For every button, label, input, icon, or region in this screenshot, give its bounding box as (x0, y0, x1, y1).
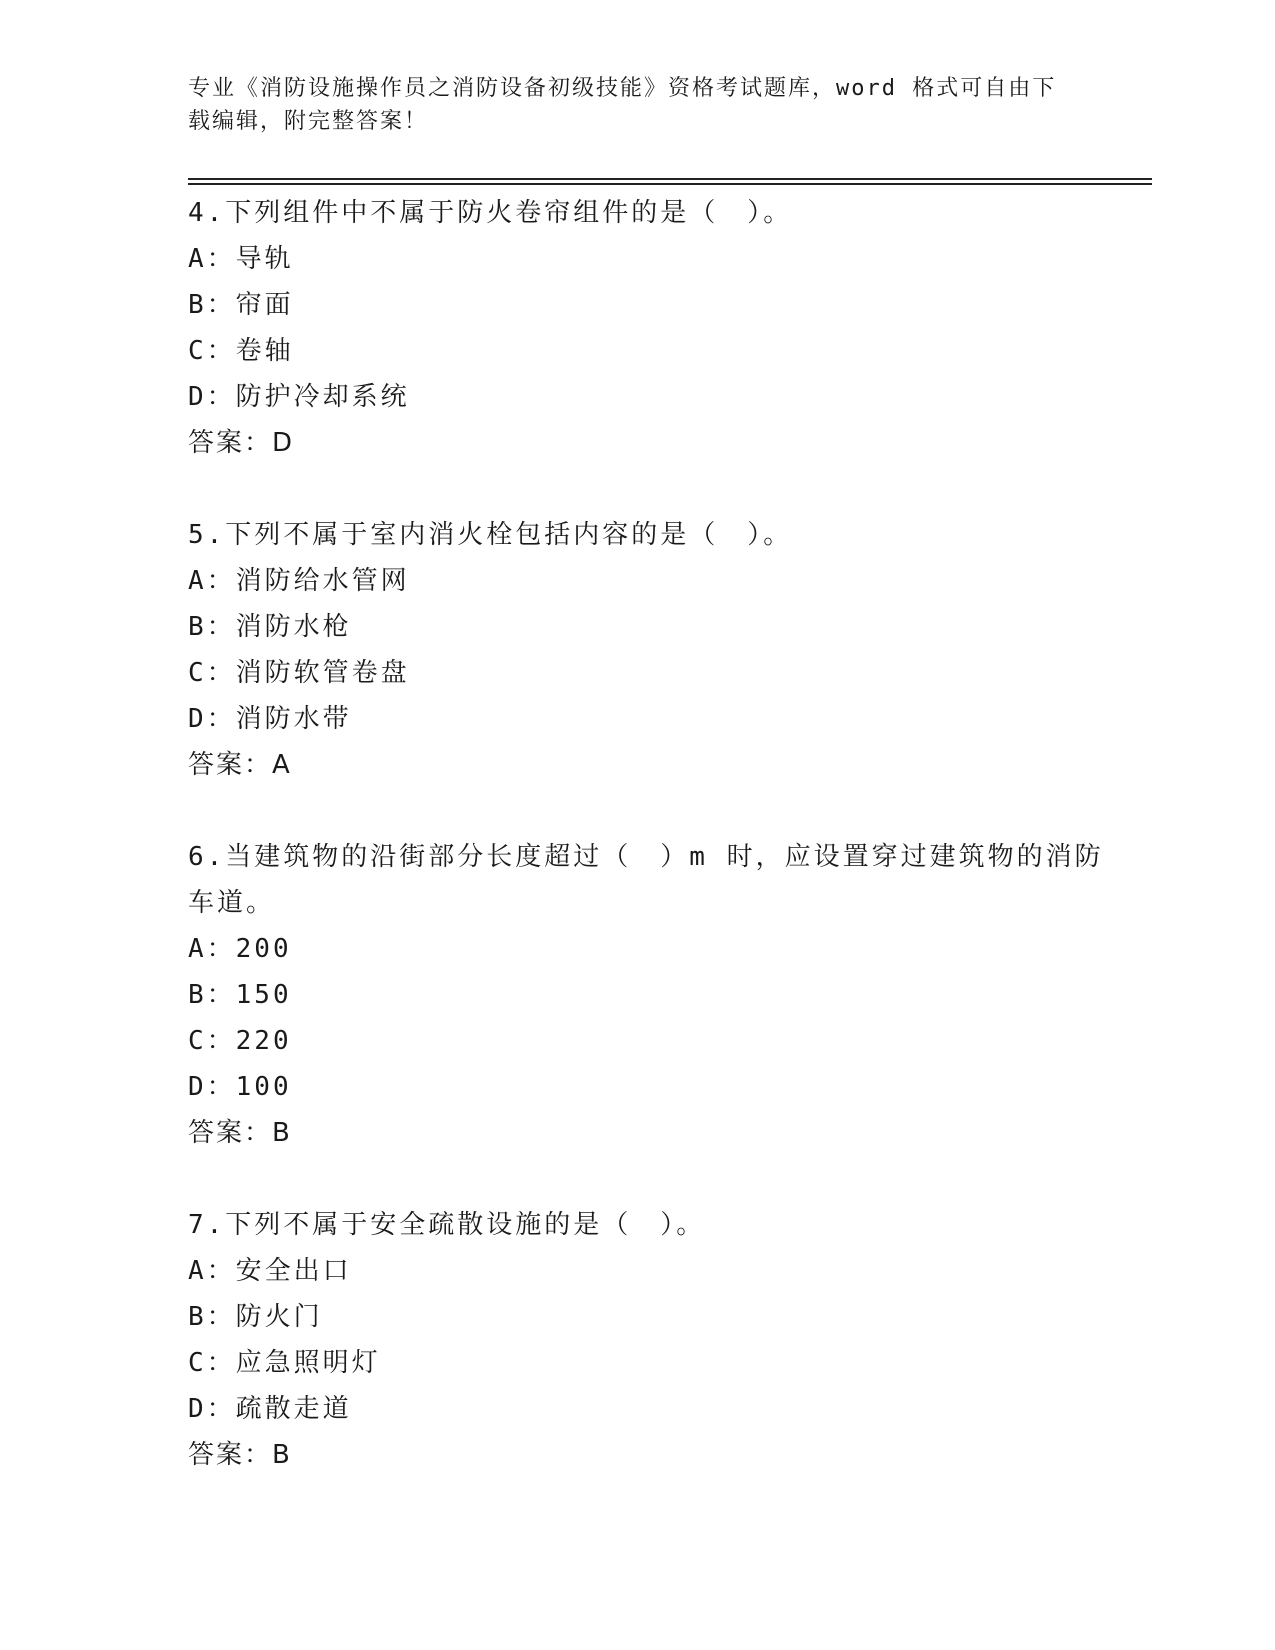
answer: 答案：A (188, 750, 292, 780)
document-header (188, 72, 1068, 138)
option-d: D：防护冷却系统 (188, 382, 410, 412)
question-stem: 4.下列组件中不属于防火卷帘组件的是（ ）。 (188, 198, 793, 228)
question-7 (188, 1202, 1128, 1478)
option-a: A：安全出口 (188, 1256, 352, 1286)
option-b: B：防火门 (188, 1302, 323, 1332)
option-b: B：150 (188, 980, 292, 1010)
option-c: C：220 (188, 1026, 292, 1056)
header-line-1: 专业《消防设施操作员之消防设备初级技能》资格考试题库，word 格式可自由下 (188, 76, 1057, 101)
option-a: A：消防给水管网 (188, 566, 410, 596)
option-a: A：导轨 (188, 244, 294, 274)
question-stem: 5.下列不属于室内消火栓包括内容的是（ ）。 (188, 520, 793, 550)
option-a: A：200 (188, 934, 292, 964)
answer: 答案：B (188, 1118, 292, 1148)
question-5 (188, 512, 1128, 788)
header-divider-top (188, 178, 1152, 180)
question-stem: 6.当建筑物的沿街部分长度超过（ ）m 时，应设置穿过建筑物的消防车道。 (188, 842, 1104, 918)
option-d: D：消防水带 (188, 704, 352, 734)
answer: 答案：B (188, 1440, 292, 1470)
option-b: B：消防水枪 (188, 612, 352, 642)
header-line-2: 载编辑，附完整答案！ (188, 109, 429, 134)
option-c: C：应急照明灯 (188, 1348, 381, 1378)
question-6 (188, 834, 1128, 1156)
header-divider-bottom (188, 183, 1152, 185)
question-4 (188, 190, 1128, 466)
question-list (188, 190, 1128, 1524)
option-d: D：疏散走道 (188, 1394, 352, 1424)
option-b: B：帘面 (188, 290, 294, 320)
answer: 答案：D (188, 428, 295, 458)
option-c: C：卷轴 (188, 336, 294, 366)
option-d: D：100 (188, 1072, 292, 1102)
question-stem: 7.下列不属于安全疏散设施的是（ ）。 (188, 1210, 706, 1240)
option-c: C：消防软管卷盘 (188, 658, 410, 688)
